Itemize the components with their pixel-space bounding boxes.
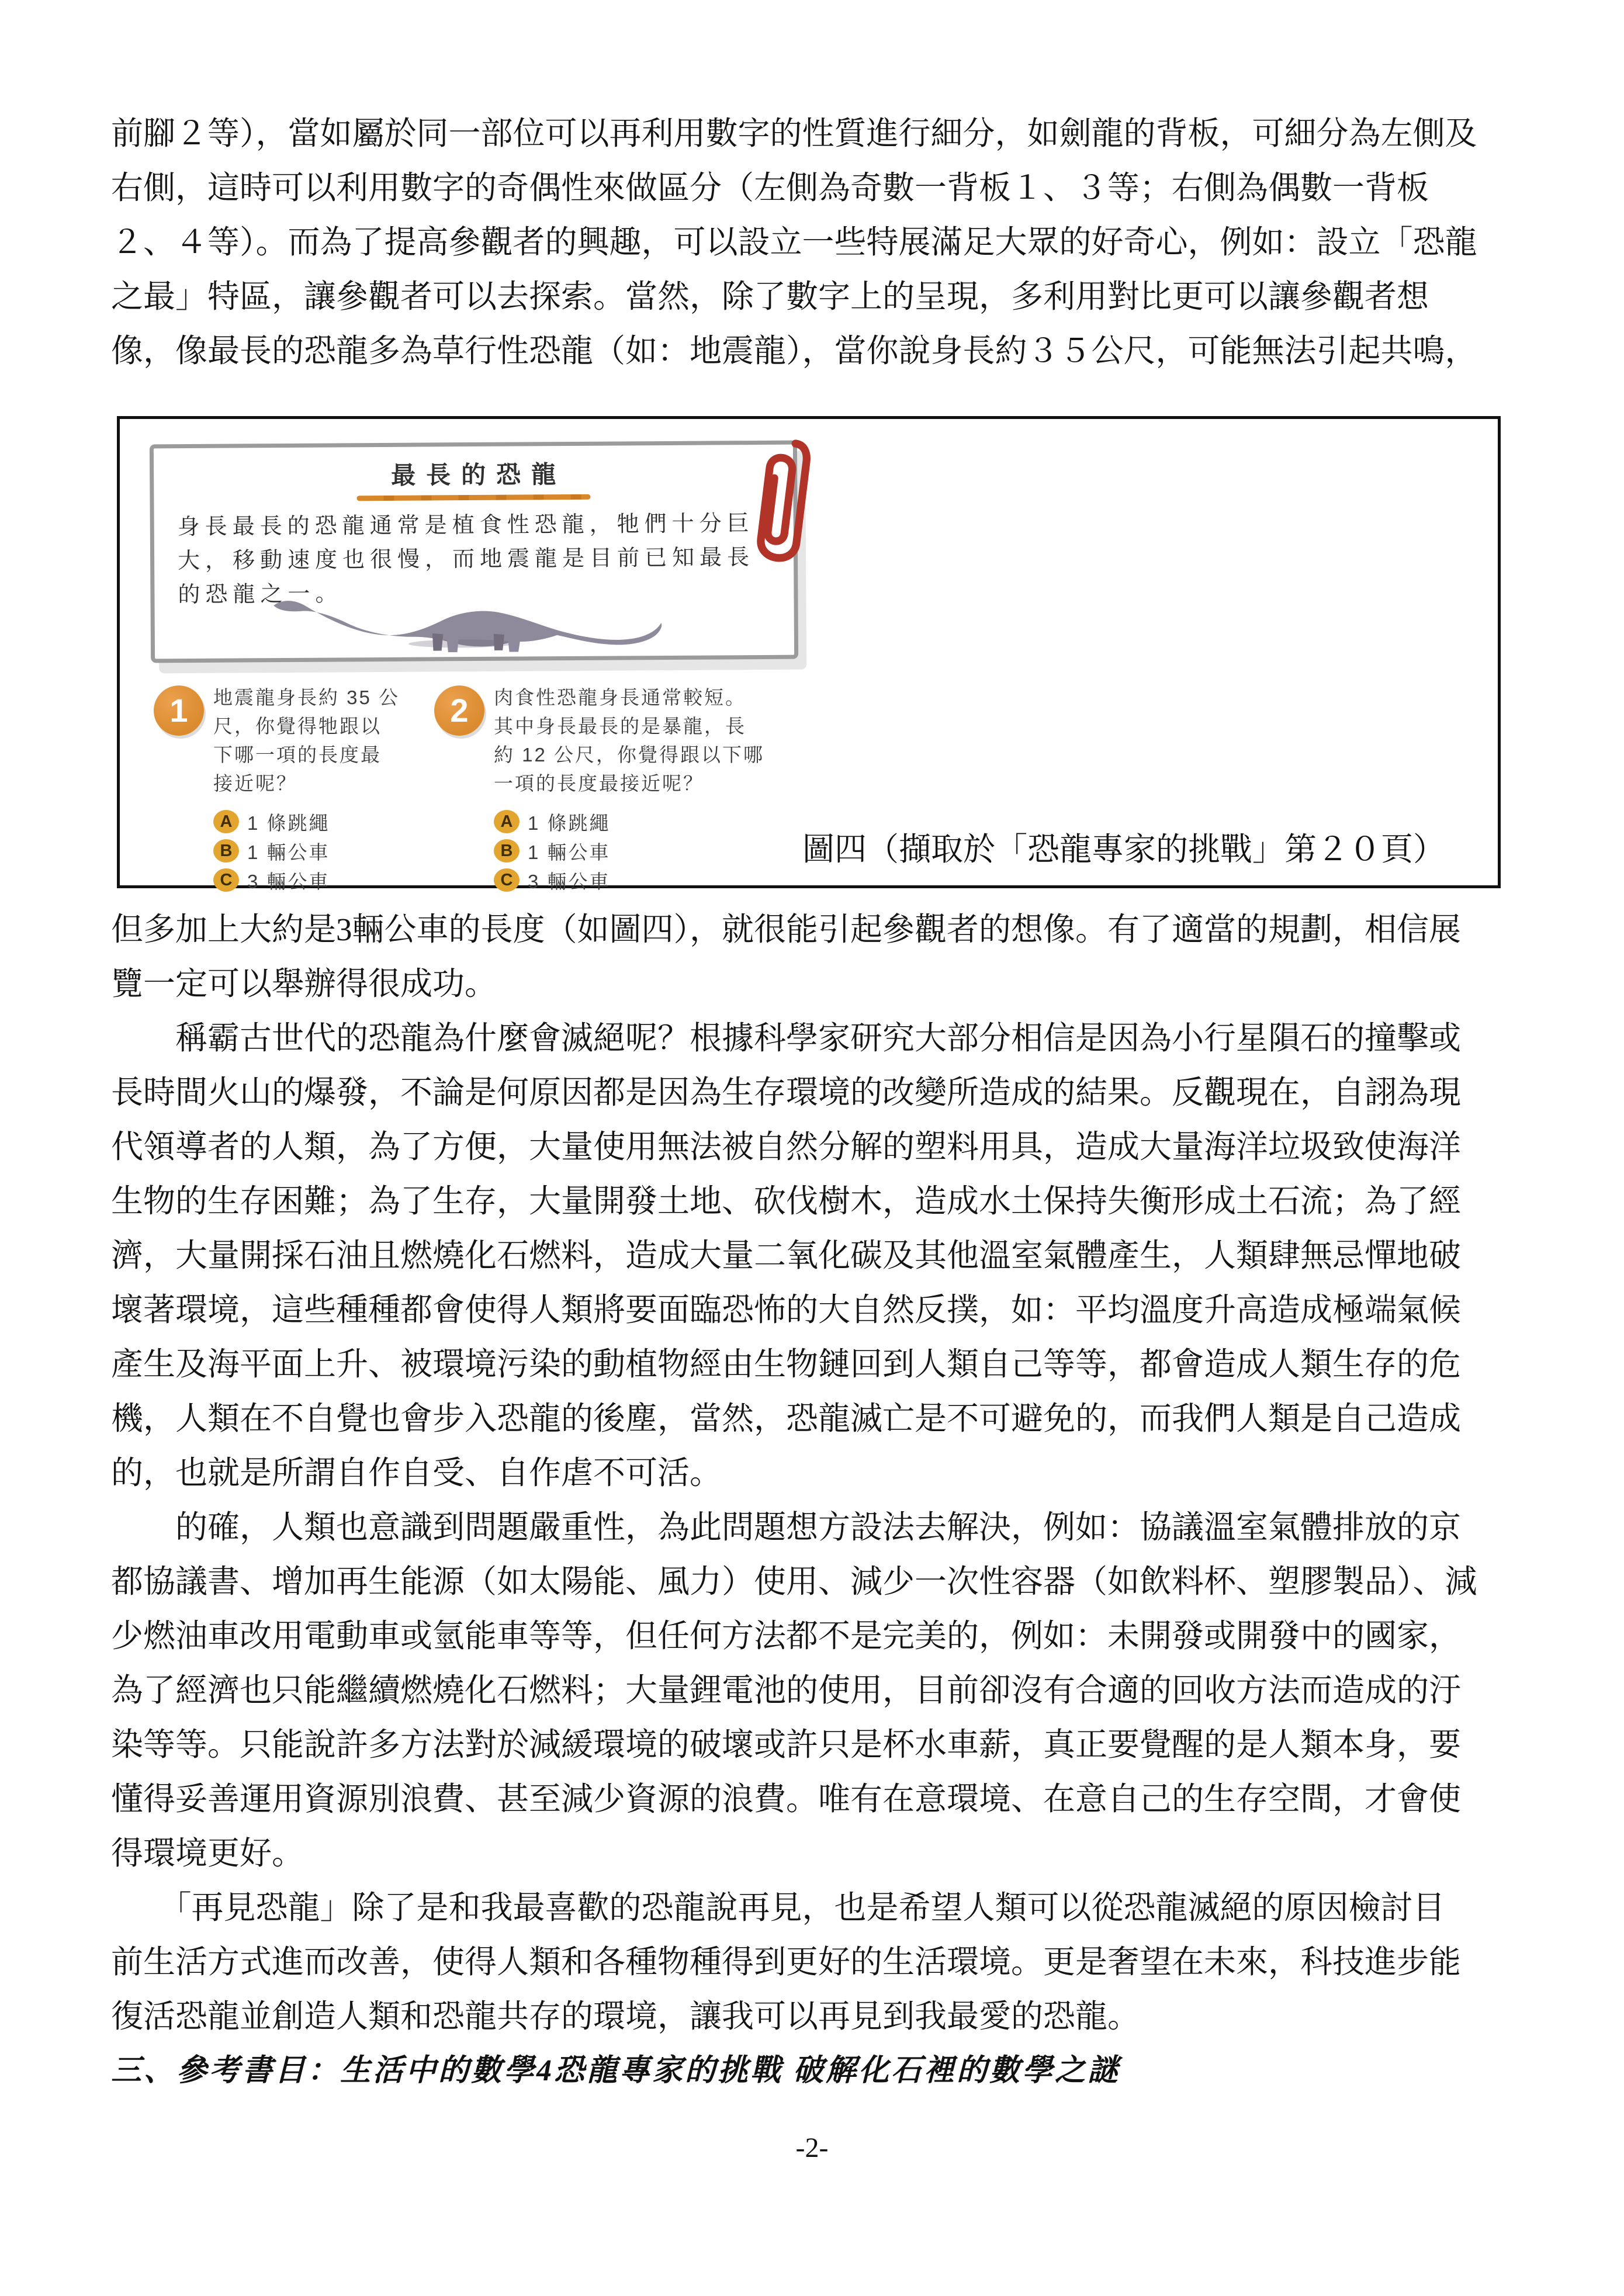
reference-line: 三、參考書目：生活中的數學4恐龍專家的挑戰 破解化石裡的數學之謎: [111, 2054, 1121, 2087]
text-line: 覽一定可以舉辦得很成功。: [111, 966, 497, 1002]
body-paragraph-top: [111, 106, 1531, 378]
text-line: 的恐龍之一。: [178, 581, 343, 608]
text-line: 生物的生存困難；為了生存，大量開發土地、砍伐樹木，造成水土保持失衡形成土石流；為了經: [111, 1183, 1462, 1219]
question-2-text: [494, 683, 797, 798]
text-line: 身長最長的恐龍通常是植食性恐龍，牠們十分巨: [177, 511, 754, 540]
text-line: 壞著環境，這些種種都會使得人類將要面臨恐怖的大自然反撲，如：平均溫度升高造成極端氣候: [111, 1292, 1462, 1328]
option-row: [213, 865, 428, 895]
text-line: 代領導者的人類，為了方便，大量使用無法被自然分解的塑料用具，造成大量海洋垃圾致使海洋: [111, 1129, 1462, 1165]
text-line: 的確，人類也意識到問題嚴重性，為此問題想方設法去解決，例如：協議溫室氣體排放的京: [111, 1509, 1462, 1545]
option-letter-badge: B: [494, 839, 520, 863]
option-label: 1 條跳繩: [247, 812, 330, 834]
option-label: 1 輛公車: [528, 841, 611, 863]
question-2-number-badge: 2: [434, 685, 484, 736]
option-row: [494, 807, 797, 836]
option-label: 1 條跳繩: [528, 812, 611, 834]
question-2-body: [494, 683, 797, 895]
option-row: [213, 836, 428, 865]
question-2-options: [494, 807, 797, 895]
question-1-options: [213, 807, 428, 895]
text-line: 都協議書、增加再生能源（如太陽能、風力）使用、減少一次性容器（如飲料杯、塑膠製品）、減: [111, 1564, 1477, 1599]
text-line: 稱霸古世代的恐龍為什麼會滅絕呢？根據科學家研究大部分相信是因為小行星隕石的撞擊或: [111, 1020, 1462, 1056]
option-label: 3 輛公車: [247, 870, 330, 892]
option-row: [494, 836, 797, 865]
text-line: 之最」特區，讓參觀者可以去探索。當然，除了數字上的呈現，多利用對比更可以讓參觀者想: [111, 279, 1429, 314]
text-line: 其中身長最長的是暴龍，長: [494, 715, 746, 737]
figure-box: [117, 416, 1501, 892]
text-line: 「再見恐龍」除了是和我最喜歡的恐龍說再見，也是希望人類可以從恐龍滅絕的原因檢討目: [111, 1890, 1445, 1926]
text-line: 染等等。只能說許多方法對於減緩環境的破壞或許只是杯水車薪，真正要覺醒的是人類本身，要: [111, 1727, 1462, 1762]
text-line: 濟，大量開採石油且燃燒化石燃料，造成大量二氧化碳及其他溫室氣體產生，人類肆無忌憚地破: [111, 1238, 1462, 1273]
text-line: 地震龍身長約 35 公: [213, 687, 400, 708]
text-line: 右側，這時可以利用數字的奇偶性來做區分（左側為奇數一背板１、３等；右側為偶數一背板: [111, 170, 1429, 206]
text-line: 產生及海平面上升、被環境污染的動植物經由生物鏈回到人類自己等等，都會造成人類生存的危: [111, 1346, 1462, 1382]
text-line: 復活恐龍並創造人類和恐龍共存的環境，讓我可以再見到我最愛的恐龍。: [111, 1999, 1140, 2034]
text-line: 肉食性恐龍身長通常較短。: [494, 687, 746, 708]
text-line: 機，人類在不自覺也會步入恐龍的後塵，當然，恐龍滅亡是不可避免的，而我們人類是自己造成: [111, 1401, 1462, 1436]
text-line: 大，移動速度也很慢，而地震龍是目前已知最長: [177, 545, 755, 574]
title-underline: [356, 494, 590, 501]
sauropod-dinosaur-illustration: [188, 588, 744, 654]
figure-caption: 圖四（擷取於「恐龍專家的挑戰」第２０頁）: [802, 832, 1446, 867]
text-line: ２、４等）。而為了提高參觀者的興趣，可以設立一些特展滿足大眾的好奇心，例如：設立「恐龍: [111, 224, 1477, 260]
option-letter-badge: C: [494, 868, 520, 892]
text-line: 接近呢？: [213, 773, 297, 794]
question-1-number-badge: 1: [154, 685, 204, 736]
option-letter-badge: A: [213, 810, 239, 833]
text-line: 尺，你覺得牠跟以: [213, 715, 382, 737]
option-letter-badge: C: [213, 868, 239, 892]
text-line: 前腳２等），當如屬於同一部位可以再利用數字的性質進行細分，如劍龍的背板，可細分為左側及: [111, 116, 1477, 151]
page-number: -2-: [795, 2132, 829, 2163]
text-line: 像，像最長的恐龍多為草行性恐龍（如：地震龍），當你說身長約３５公尺，可能無法引起共鳴，: [111, 333, 1477, 369]
text-line: 但多加上大約是3輛公車的長度（如圖四），就很能引起參觀者的想像。有了適當的規劃，相信展: [111, 912, 1462, 947]
option-row: [213, 807, 428, 836]
text-line: 為了經濟也只能繼續燃燒化石燃料；大量鋰電池的使用，目前卻沒有合適的回收方法而造成的汙: [111, 1672, 1462, 1708]
text-line: 下哪一項的長度最: [213, 744, 382, 766]
text-line: 約 12 公尺，你覺得跟以下哪: [494, 744, 765, 766]
text-line: 長時間火山的爆發，不論是何原因都是因為生存環境的改變所造成的結果。反觀現在，自詡為現: [111, 1075, 1462, 1110]
question-1: [154, 683, 428, 895]
card-title: 最長的恐龍: [391, 460, 567, 489]
question-1-body: [213, 683, 428, 895]
option-label: 3 輛公車: [528, 870, 611, 892]
option-label: 1 輛公車: [247, 841, 330, 863]
note-card: [150, 441, 798, 663]
option-letter-badge: A: [494, 810, 520, 833]
option-letter-badge: B: [213, 839, 239, 863]
text-line: 得環境更好。: [111, 1836, 304, 1871]
text-line: 懂得妥善運用資源別浪費、甚至減少資源的浪費。唯有在意環境、在意自己的生存空間，才會使: [111, 1781, 1462, 1817]
question-1-text: [213, 683, 428, 798]
text-line: 一項的長度最接近呢？: [494, 773, 704, 794]
question-2: [434, 683, 797, 895]
body-paragraph-bottom: [111, 902, 1531, 2044]
option-row: [494, 865, 797, 895]
text-line: 前生活方式進而改善，使得人類和各種物種得到更好的生活環境。更是奢望在未來，科技進步能: [111, 1944, 1462, 1980]
text-line: 少燃油車改用電動車或氫能車等等，但任何方法都不是完美的，例如：未開發或開發中的國家，: [111, 1618, 1462, 1654]
text-line: 的，也就是所謂自作自受、自作虐不可活。: [111, 1455, 722, 1491]
